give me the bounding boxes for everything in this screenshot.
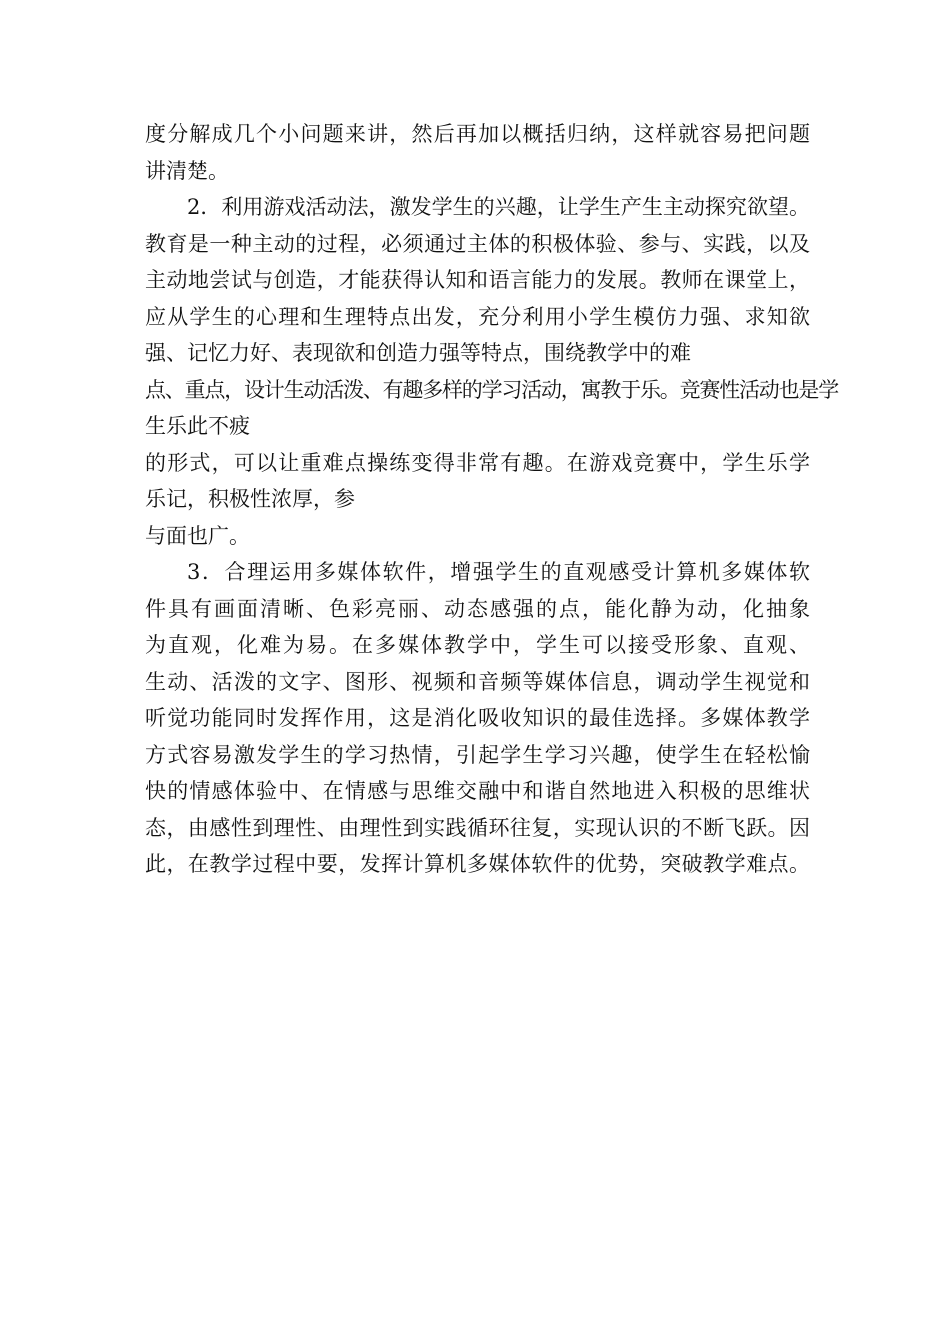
text-line-15: 为直观，化难为易。在多媒体教学中，学生可以接受形象、直观、 (145, 633, 810, 657)
text-line-21: 此，在教学过程中要，发挥计算机多媒体软件的优势，突破教学难点。 (145, 852, 810, 876)
body-text (145, 116, 838, 883)
text-line-17: 听觉功能同时发挥作用，这是消化吸收知识的最佳选择。多媒体教学 (145, 706, 810, 730)
text-line-19: 快的情感体验中、在情感与思维交融中和谐自然地进入积极的思维状 (145, 779, 810, 803)
paragraph-3-heading-line: 3．合理运用多媒体软件，增强学生的直观感受计算机多媒体软 (187, 560, 810, 584)
text-line-18: 方式容易激发学生的学习热情，引起学生学习兴趣，使学生在轻松愉 (145, 742, 810, 767)
text-line-1: 度分解成几个小问题来讲，然后再加以概括归纳，这样就容易把问题 (145, 122, 810, 146)
text-line-8: 点、重点，设计生动活泼、有趣多样的学习活动，寓教于乐。竞赛性活动也是学 (145, 377, 838, 402)
text-line-16: 生动、活泼的文字、图形、视频和音频等媒体信息，调动学生视觉和 (145, 669, 810, 694)
text-line-4: 教育是一种主动的过程，必须通过主体的积极体验、参与、实践，以及 (145, 231, 810, 256)
text-line-6: 应从学生的心理和生理特点出发，充分利用小学生模仿力强、求知欲 (145, 304, 810, 329)
text-line-2: 讲清楚。 (145, 158, 229, 183)
text-line-9: 生乐此不疲 (145, 414, 250, 438)
text-line-20: 态，由感性到理性、由理性到实践循环往复，实现认识的不断飞跃。因 (145, 815, 810, 840)
text-line-10: 的形式，可以让重难点操练变得非常有趣。在游戏竞赛中，学生乐学 (145, 450, 810, 475)
text-line-5: 主动地尝试与创造，才能获得认知和语言能力的发展。教师在课堂上， (145, 268, 810, 292)
text-line-14: 件具有画面清晰、色彩亮丽、动态感强的点，能化静为动，化抽象 (145, 596, 810, 621)
paragraph-2-heading-line: 2．利用游戏活动法，激发学生的兴趣，让学生产生主动探究欲望。 (187, 195, 810, 219)
text-line-12: 与面也广。 (145, 523, 250, 548)
text-line-7: 强、记忆力好、表现欲和创造力强等特点，围绕教学中的难 (145, 341, 691, 365)
text-line-11: 乐记，积极性浓厚，参 (145, 487, 355, 511)
